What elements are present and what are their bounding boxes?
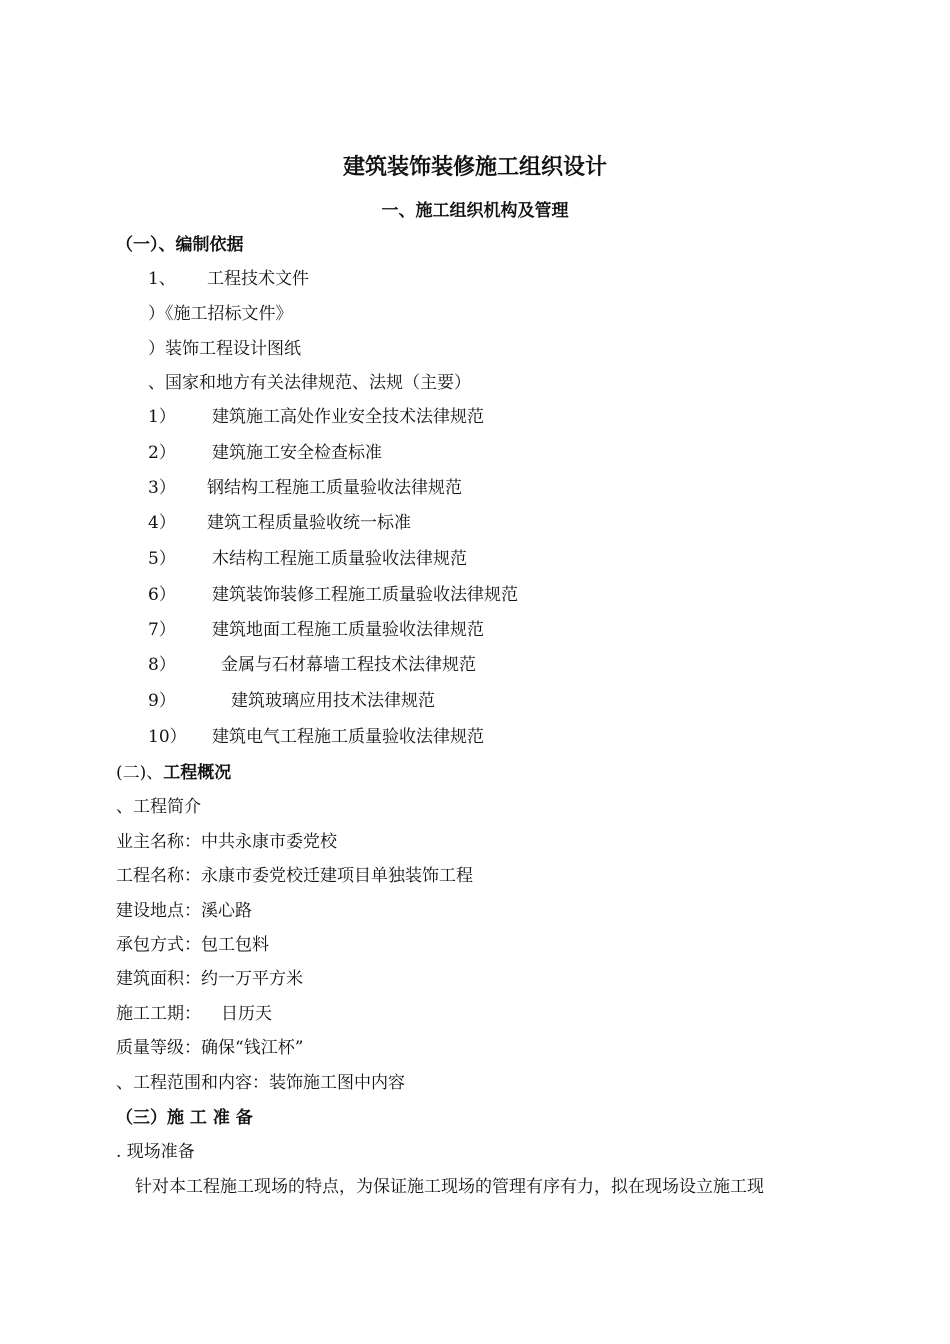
period-value: 日历天 [221, 1004, 272, 1024]
law-number: 5） [148, 549, 176, 569]
laws-heading: 、国家和地方有关法律规范、法规（主要） [148, 373, 471, 393]
body-paragraph: 针对本工程施工现场的特点，为保证施工现场的管理有序有力，拟在现场设立施工现 [135, 1177, 764, 1197]
law-number: 2） [148, 443, 176, 463]
contract-line: 承包方式：包工包料 [116, 935, 269, 955]
subsection-heading-1: （一）、编制依据 [116, 235, 244, 255]
item-number: 1、 [148, 269, 176, 289]
item-text: 工程技术文件 [207, 269, 309, 289]
site-line: 建设地点：溪心路 [116, 901, 252, 921]
law-number: 8） [148, 655, 176, 675]
subsection-heading-3: （三）施 工 准 备 [116, 1108, 253, 1128]
subsection-prefix: (二)、 [116, 763, 164, 783]
law-text: 建筑装饰装修工程施工质量验收法律规范 [212, 585, 518, 605]
section-heading-1: 一、施工组织机构及管理 [381, 201, 569, 221]
law-number: 1） [148, 407, 176, 427]
document-title: 建筑装饰装修施工组织设计 [342, 155, 607, 180]
law-text: 建筑工程质量验收统一标准 [207, 513, 411, 533]
subsection-title: 工程概况 [163, 763, 232, 783]
law-text: 建筑玻璃应用技术法律规范 [231, 691, 435, 711]
law-text: 木结构工程施工质量验收法律规范 [212, 549, 467, 569]
law-number: 4） [148, 513, 176, 533]
quality-line: 质量等级：确保“钱江杯” [116, 1038, 304, 1058]
area-line: 建筑面积：约一万平方米 [116, 969, 303, 989]
law-text: 钢结构工程施工质量验收法律规范 [207, 478, 462, 498]
intro-heading: 、工程简介 [116, 797, 201, 817]
law-text: 建筑地面工程施工质量验收法律规范 [212, 620, 484, 640]
law-number: 9） [148, 691, 176, 711]
document-item: ）《施工招标文件》 [148, 304, 293, 324]
document-item: ）装饰工程设计图纸 [148, 339, 301, 359]
project-line: 工程名称：永康市委党校迁建项目单独装饰工程 [116, 866, 473, 886]
law-number: 10） [148, 727, 187, 747]
subsection-heading-2 [116, 762, 231, 784]
law-number: 3） [148, 478, 176, 498]
law-number: 7） [148, 620, 176, 640]
law-number: 6） [148, 585, 176, 605]
law-text: 金属与石材幕墙工程技术法律规范 [221, 655, 476, 675]
law-text: 建筑施工安全检查标准 [212, 443, 382, 463]
scope-line: 、工程范围和内容：装饰施工图中内容 [116, 1073, 405, 1093]
law-text: 建筑电气工程施工质量验收法律规范 [212, 727, 484, 747]
site-prep-heading: . 现场准备 [116, 1142, 195, 1162]
owner-line: 业主名称：中共永康市委党校 [116, 832, 337, 852]
law-text: 建筑施工高处作业安全技术法律规范 [212, 407, 484, 427]
period-label: 施工工期： [116, 1004, 201, 1024]
